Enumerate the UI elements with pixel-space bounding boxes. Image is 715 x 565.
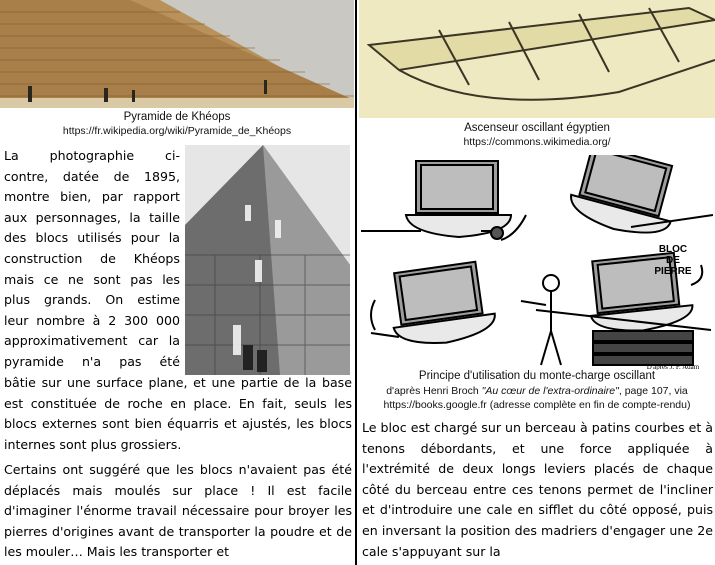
diagram-caption-source <box>359 385 715 397</box>
diagram-credit: D'après J. P. Adam <box>646 363 700 370</box>
text-line: pyramide n'a pas été <box>4 353 180 369</box>
text-line: La photographie ci- <box>4 148 180 163</box>
text-line: leur nombre à 2 300 000 <box>4 312 180 328</box>
text-line: aux personnages, la taille <box>4 209 180 225</box>
diagram-label-bloc: BLOC <box>658 244 688 255</box>
1895-photograph <box>185 145 350 375</box>
diagram-caption-url[interactable]: https://books.google.fr (adresse complète en fin de compte-rendu) <box>383 399 691 411</box>
paragraph-1-narrow <box>4 146 180 373</box>
source-suffix: , page 107, via <box>618 385 688 397</box>
oscillating-lift-sketch <box>359 0 715 118</box>
column-divider <box>355 0 357 565</box>
paragraph-right: Le bloc est chargé sur un berceau à patins courbes et à tenons débordants, et une force appliquée à l'extrémité de deux longs leviers placés de chaque côté du berceau entre ces tenons permet de l'incliner et d'introduire une cale en sifflet du côté opposé, puis en inversant la position des madriers d'engager une 2e cale s'appuyant sur la <box>362 420 713 559</box>
sketch-caption-title: Ascenseur oscillant égyptien <box>464 122 610 134</box>
source-prefix: d'après Henri Broch <box>386 385 482 397</box>
source-book: "Au cœur de l'extra-ordinaire" <box>481 385 619 397</box>
text-line: des blocs utilisés pour la <box>4 230 180 246</box>
text-line: mais ce ne sont pas les <box>4 271 180 287</box>
diagram-caption-title: Principe d'utilisation du monte-charge oscillant <box>418 370 656 382</box>
pyramid-caption-title: Pyramide de Khéops <box>123 111 231 123</box>
text-line: approximativement car la <box>4 333 180 349</box>
paragraph-2: Certains ont suggéré que les blocs n'avaient pas été déplacés mais moulés sur place ! Il est facile d'imaginer l'énorme travail nécessaire pour broyer les pierres d'origines avant de transporter la poudre et de les mouler… Mais les transporter et <box>4 462 352 560</box>
sketch-caption-url[interactable]: https://commons.wikimedia.org/ <box>463 136 611 148</box>
lift-principle-diagram <box>361 155 713 370</box>
text-line: construction de Khéops <box>4 250 180 266</box>
text-line: plus grands. On estime <box>4 292 180 308</box>
text-line: montre bien, par rapport <box>4 189 180 205</box>
pyramid-photo <box>0 0 354 108</box>
pyramid-caption-url[interactable]: https://fr.wikipedia.org/wiki/Pyramide_de_Khéops <box>62 125 292 137</box>
paragraph-1-wide: bâtie sur une surface plane, et une partie de la base est constituée de roche en place. En fait, seuls les blocs externes sont bien équarris et ajustés, les blocs internes sont plus grossiers. <box>4 375 352 452</box>
diagram-label-pierre: PIERRE <box>654 266 692 277</box>
diagram-label-de: DE <box>666 255 680 266</box>
text-line: contre, datée de 1895, <box>4 168 180 184</box>
right-column <box>359 0 715 565</box>
left-column <box>0 0 354 565</box>
